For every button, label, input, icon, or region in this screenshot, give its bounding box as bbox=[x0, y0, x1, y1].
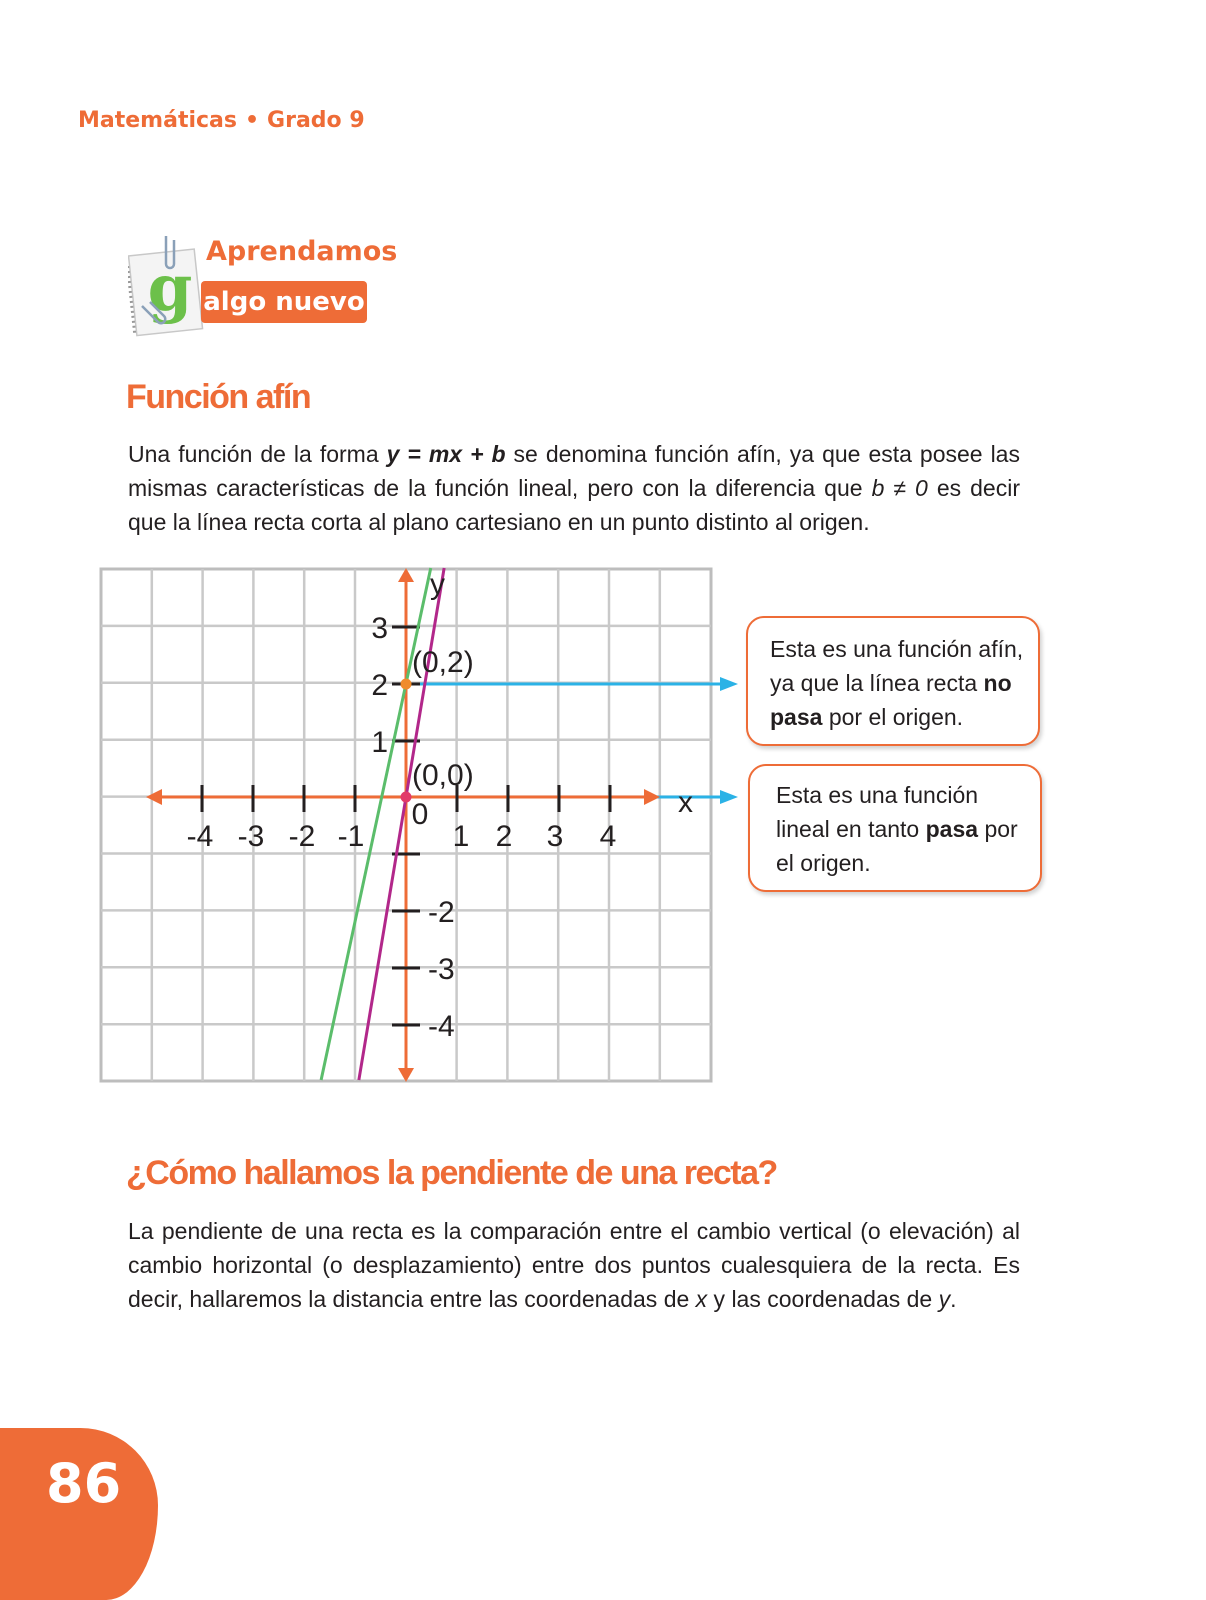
y-variable: y bbox=[938, 1286, 951, 1312]
badge-subtitle: algo nuevo bbox=[201, 281, 367, 323]
callout-linear: Esta es una función lineal en tanto pasa por el origen. bbox=[748, 764, 1042, 892]
y-tick-label: -3 bbox=[428, 953, 455, 986]
point-label: (0,0) bbox=[412, 759, 474, 792]
point-00 bbox=[401, 792, 412, 803]
x-axis-label: x bbox=[678, 786, 693, 819]
y-tick-label: 1 bbox=[371, 726, 388, 759]
svg-text:g: g bbox=[147, 251, 193, 326]
arrow-to-affine-callout-head bbox=[720, 677, 738, 691]
x-tick-label: -3 bbox=[237, 820, 265, 853]
running-header bbox=[78, 108, 365, 133]
arrow-to-linear-callout-head bbox=[720, 790, 738, 804]
point-02 bbox=[401, 679, 412, 690]
y-tick-label: -4 bbox=[428, 1010, 455, 1043]
page-number: 86 bbox=[46, 1452, 122, 1515]
point-label: (0,2) bbox=[412, 646, 474, 679]
badge-title: Aprendamos bbox=[206, 236, 398, 267]
y-axis-label: y bbox=[430, 568, 445, 601]
x-tick-label: 1 bbox=[452, 820, 470, 853]
condition: b ≠ 0 bbox=[871, 475, 928, 501]
x-tick-label: 2 bbox=[495, 820, 513, 853]
y-tick-label: -2 bbox=[428, 896, 455, 929]
x-variable: x bbox=[695, 1286, 708, 1312]
section-title-funcion-afin: Función afín bbox=[126, 378, 311, 416]
cartesian-graph bbox=[98, 566, 758, 1091]
y-tick-label: 2 bbox=[371, 669, 388, 702]
x-tick-label: -1 bbox=[337, 820, 365, 853]
x-tick-label: -4 bbox=[186, 820, 214, 853]
header-separator: • bbox=[244, 108, 260, 133]
x-tick-label: 0 bbox=[411, 798, 429, 831]
formula: y = mx + b bbox=[386, 441, 506, 467]
section-title-pendiente: ¿Cómo hallamos la pendiente de una recta? bbox=[126, 1154, 777, 1192]
x-tick-label: 3 bbox=[546, 820, 564, 853]
grade-label: Grado 9 bbox=[267, 108, 365, 133]
x-tick-label: 4 bbox=[599, 820, 617, 853]
callout-affine: Esta es una función afín, ya que la línea recta no pasa por el origen. bbox=[746, 616, 1040, 746]
x-tick-label: -2 bbox=[288, 820, 316, 853]
y-tick-label: 3 bbox=[371, 612, 388, 645]
subject-label: Matemáticas bbox=[78, 108, 237, 133]
affine-definition-paragraph: Una función de la forma y = mx + b se denomina función afín, ya que esta posee las mismas características de la función lineal, pero con la diferencia que b ≠ 0 es decir que la línea recta corta al plano cartesiano en un punto distinto al origen. bbox=[128, 441, 1020, 535]
slope-paragraph: La pendiente de una recta es la comparación entre el cambio vertical (o elevación) al cambio horizontal (o desplazamiento) entre dos puntos cualesquiera de la recta. Es decir, hallaremos la distancia entre las coordenadas de x y las coordenadas de y. bbox=[128, 1218, 1020, 1312]
